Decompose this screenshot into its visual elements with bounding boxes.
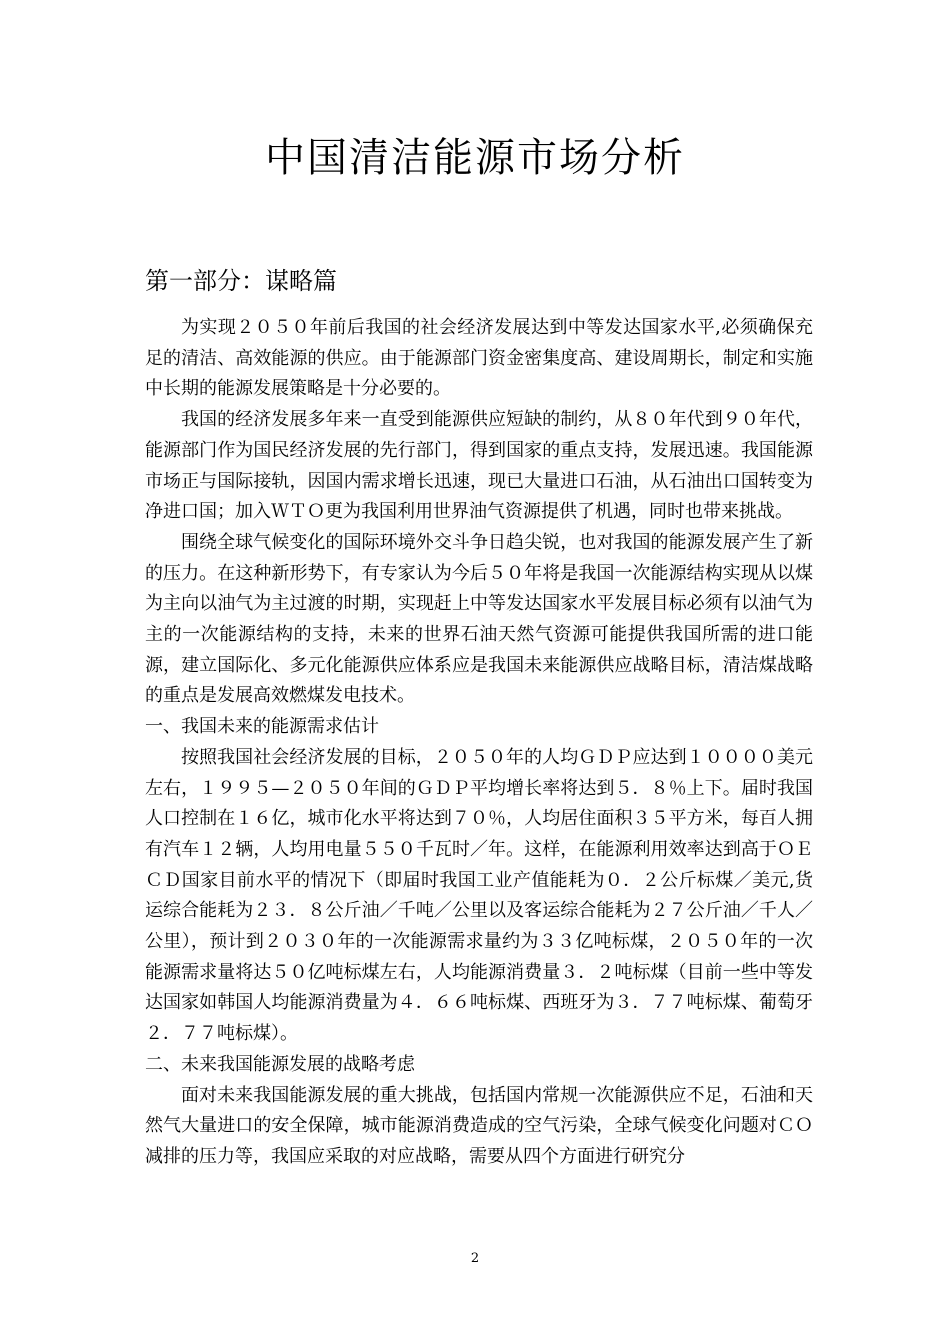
paragraph-3: 围绕全球气候变化的国际环境外交斗争日趋尖锐，也对我国的能源发展产生了新的压力。在这种新形势下，有专家认为今后５０年将是我国一次能源结构实现从以煤为主向以油气为主过渡的时期，实现赶上中等发达国家水平发展目标必须有以油气为主的一次能源结构的支持，未来的世界石油天然气资源可能提供我国所需的进口能源，建立国际化、多元化能源供应体系应是我国未来能源供应战略目标，清洁煤战略的重点是发展高效燃煤发电技术。 bbox=[145, 531, 813, 707]
subheading-strategy: 二、未来我国能源发展的战略考虑 bbox=[145, 1053, 415, 1075]
section-heading: 第一部分：谋略篇 bbox=[145, 267, 337, 295]
paragraph-4: 按照我国社会经济发展的目标，２０５０年的人均ＧＤＰ应达到１００００美元左右，１９９５—２０５０年间的ＧＤＰ平均增长率将达到５．８％上下。届时我国人口控制在１６亿，城市化水平将达到７０％，人均居住面积３５平方米，每百人拥有汽车１２辆，人均用电量５５０千瓦时／年。这样，在能源利用效率达到高于ＯＥＣＤ国家目前水平的情况下（即届时我国工业产值能耗为０．２公斤标煤／美元,货运综合能耗为２３．８公斤油／千吨／公里以及客运综合能耗为２７公斤油／千人／公里），预计到２０３０年的一次能源需求量约为３３亿吨标煤，２０５０年的一次能源需求量将达５０亿吨标煤左右，人均能源消费量３．２吨标煤（目前一些中等发达国家如韩国人均能源消费量为４．６６吨标煤、西班牙为３．７７吨标煤、葡萄牙２．７７吨标煤）。 bbox=[145, 746, 813, 1045]
body-text bbox=[145, 313, 813, 1173]
page-number: 2 bbox=[470, 1251, 480, 1266]
paragraph-5: 面对未来我国能源发展的重大挑战，包括国内常规一次能源供应不足，石油和天然气大量进口的安全保障，城市能源消费造成的空气污染，全球气候变化问题对ＣＯ 减排的压力等，我国应采取的对应战略，需要从四个方面进行研究分 bbox=[145, 1084, 813, 1167]
paragraph-2: 我国的经济发展多年来一直受到能源供应短缺的制约，从８０年代到９０年代，能源部门作为国民经济发展的先行部门，得到国家的重点支持，发展迅速。我国能源市场正与国际接轨，因国内需求增长迅速，现已大量进口石油，从石油出口国转变为净进口国；加入ＷＴＯ更为我国利用世界油气资源提供了机遇，同时也带来挑战。 bbox=[145, 409, 813, 523]
subheading-energy-demand: 一、我国未来的能源需求估计 bbox=[145, 716, 379, 738]
document-title: 中国清洁能源市场分析 bbox=[265, 135, 685, 181]
paragraph-1: 为实现２０５０年前后我国的社会经济发展达到中等发达国家水平,必须确保充足的清洁、高效能源的供应。由于能源部门资金密集度高、建设周期长，制定和实施中长期的能源发展策略是十分必要的。 bbox=[145, 317, 813, 400]
